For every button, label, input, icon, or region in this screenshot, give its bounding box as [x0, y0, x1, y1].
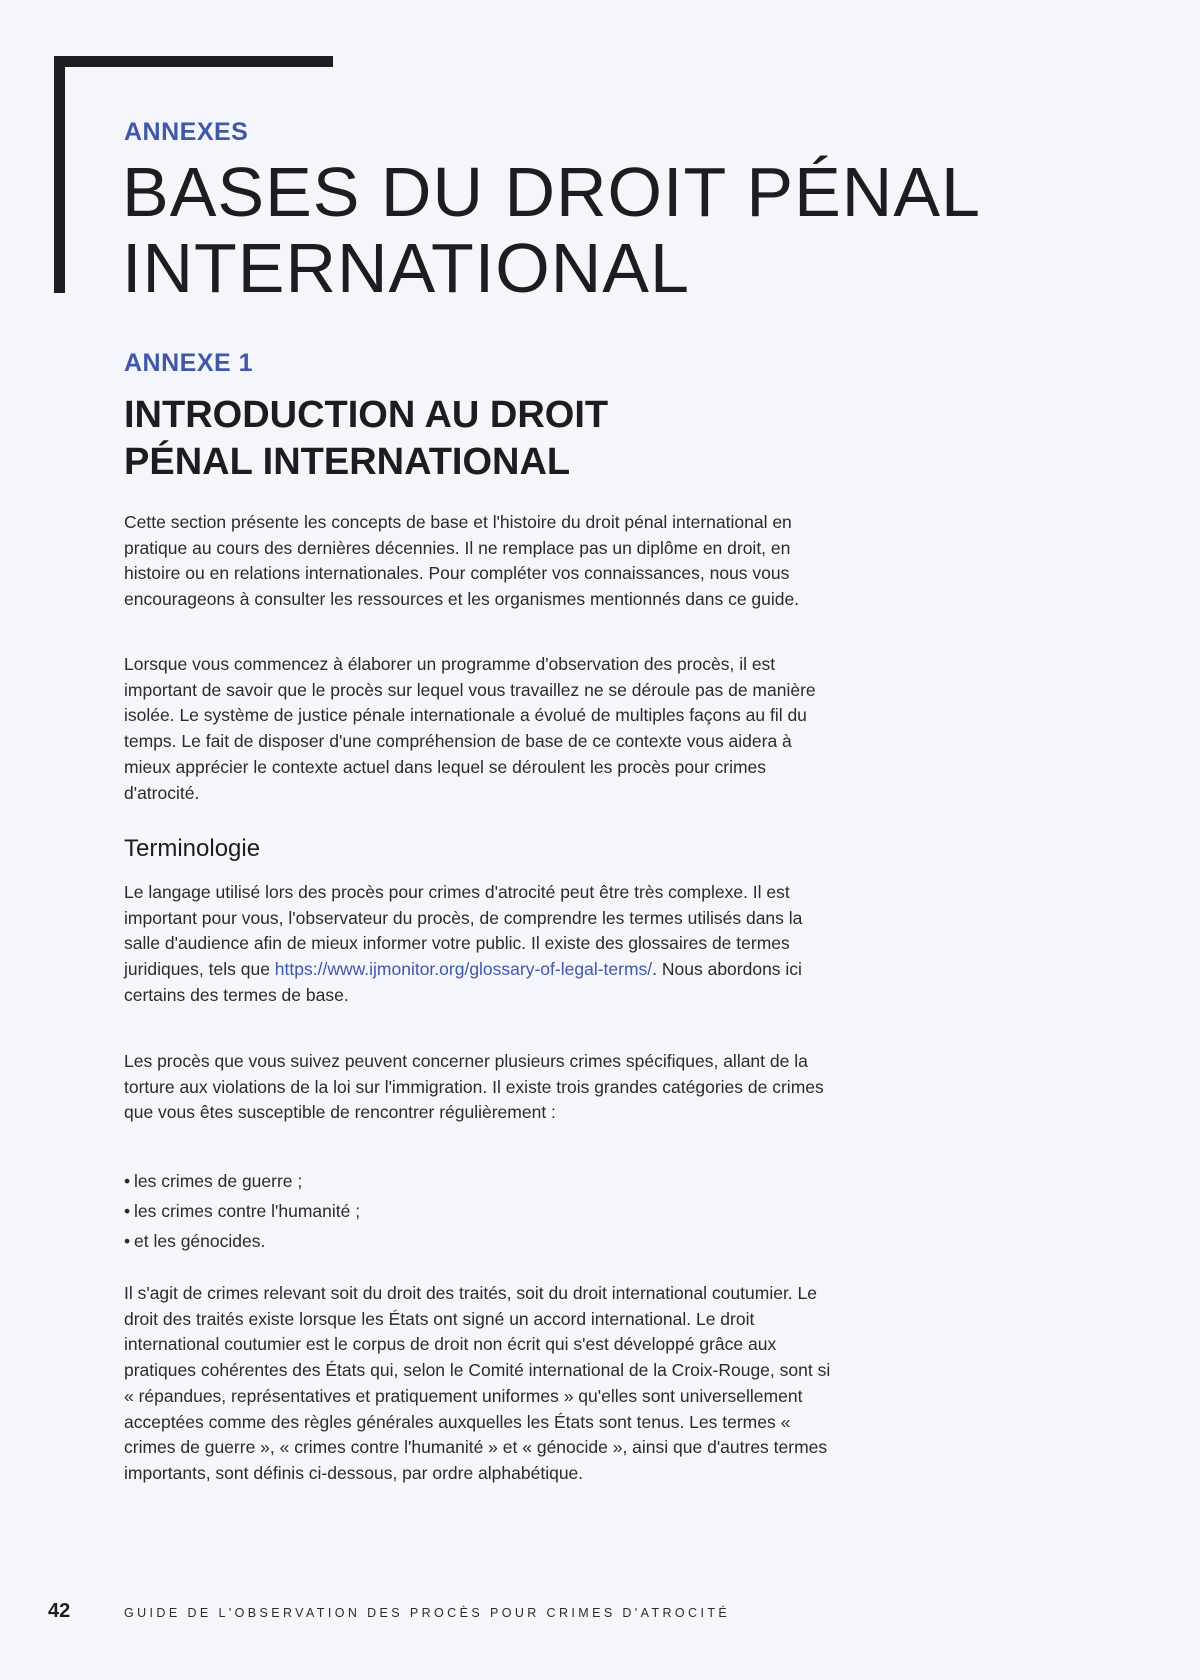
corner-bracket-horizontal [54, 56, 333, 67]
corner-bracket-vertical [54, 56, 65, 293]
bullet-marker: • [124, 1171, 131, 1191]
intro-paragraph-2: Lorsque vous commencez à élaborer un programme d'observation des procès, il est important de savoir que le procès sur lequel vous travaillez ne se déroule pas de manière isolée. Le système de justice pénale internationale a évolué de multiples façons au fil du temps. Le fait de disposer d'une compréhension de base de ce contexte vous aidera à mieux apprécier le contexte actuel dans lequel se déroulent les procès pour crimes d'atrocité. [124, 654, 816, 803]
terminology-paragraph-1-tail: . Nous abordons ici certains des termes de base. [124, 959, 802, 1005]
list-item-text: les crimes de guerre ; [134, 1171, 303, 1191]
glossary-link[interactable]: https://www.ijmonitor.org/glossary-of-legal-terms/ [274, 959, 653, 980]
page-title: BASES DU DROIT PÉNAL INTERNATIONAL [122, 153, 979, 307]
crime-categories-list [124, 1166, 836, 1256]
bullet-marker: • [124, 1231, 131, 1251]
list-item-text: et les génocides. [134, 1231, 266, 1251]
terminology-paragraph-2: Les procès que vous suivez peuvent concerner plusieurs crimes spécifiques, allant de la torture aux violations de la loi sur l'immigration. Il existe trois grandes catégories de crimes que vous êtes susceptible de rencontrer régulièrement : [124, 1051, 824, 1123]
terminology-paragraph-3: Il s'agit de crimes relevant soit du droit des traités, soit du droit international coutumier. Le droit des traités existe lorsque les États ont signé un accord international. Le droit international coutumier est le corpus de droit non écrit qui s'est développé grâce aux pratiques cohérentes des États qui, selon le Comité international de la Croix-Rouge, sont si « répandues, représentatives et pratiquement uniformes » qu'elles sont universellement acceptées comme des règles générales auxquelles les États sont tenus. Les termes « crimes de guerre », « crimes contre l'humanité » et « génocide », ainsi que d'autres termes importants, sont définis ci-dessous, par ordre alphabétique. [124, 1283, 831, 1483]
terminology-paragraph-1 [124, 880, 836, 1009]
terminology-paragraph-1-text: Le langage utilisé lors des procès pour crimes d'atrocité peut être très complexe. Il est important pour vous, l'observateur du procès, de comprendre les termes utilisés dans la salle d'audience afin de mieux informer votre public. Il existe des glossaires de termes juridiques, tels que [124, 882, 803, 980]
list-item-text: les crimes contre l'humanité ; [134, 1201, 361, 1221]
intro-paragraph-1: Cette section présente les concepts de base et l'histoire du droit pénal international en pratique au cours des dernières décennies. Il ne remplace pas un diplôme en droit, en histoire ou en relations internationales. Pour compléter vos connaissances, nous vous encourageons à consulter les ressources et les organismes mentionnés dans ce guide. [124, 512, 800, 610]
annex-title [124, 392, 824, 486]
list-item [124, 1226, 836, 1256]
running-footer-title: GUIDE DE L'OBSERVATION DES PROCÈS POUR CRIMES D'ATROCITÉ [124, 1606, 731, 1620]
bullet-marker: • [124, 1201, 131, 1221]
list-item [124, 1166, 836, 1196]
list-item [124, 1196, 836, 1226]
annex-title-line-1: INTRODUCTION AU DROIT [124, 394, 609, 436]
page-number: 42 [48, 1600, 71, 1622]
annex-title-line-2: PÉNAL INTERNATIONAL [124, 441, 571, 483]
annex-label: ANNEXE 1 [124, 349, 254, 377]
section-label: ANNEXES [124, 118, 249, 146]
terminology-heading: Terminologie [124, 835, 261, 862]
